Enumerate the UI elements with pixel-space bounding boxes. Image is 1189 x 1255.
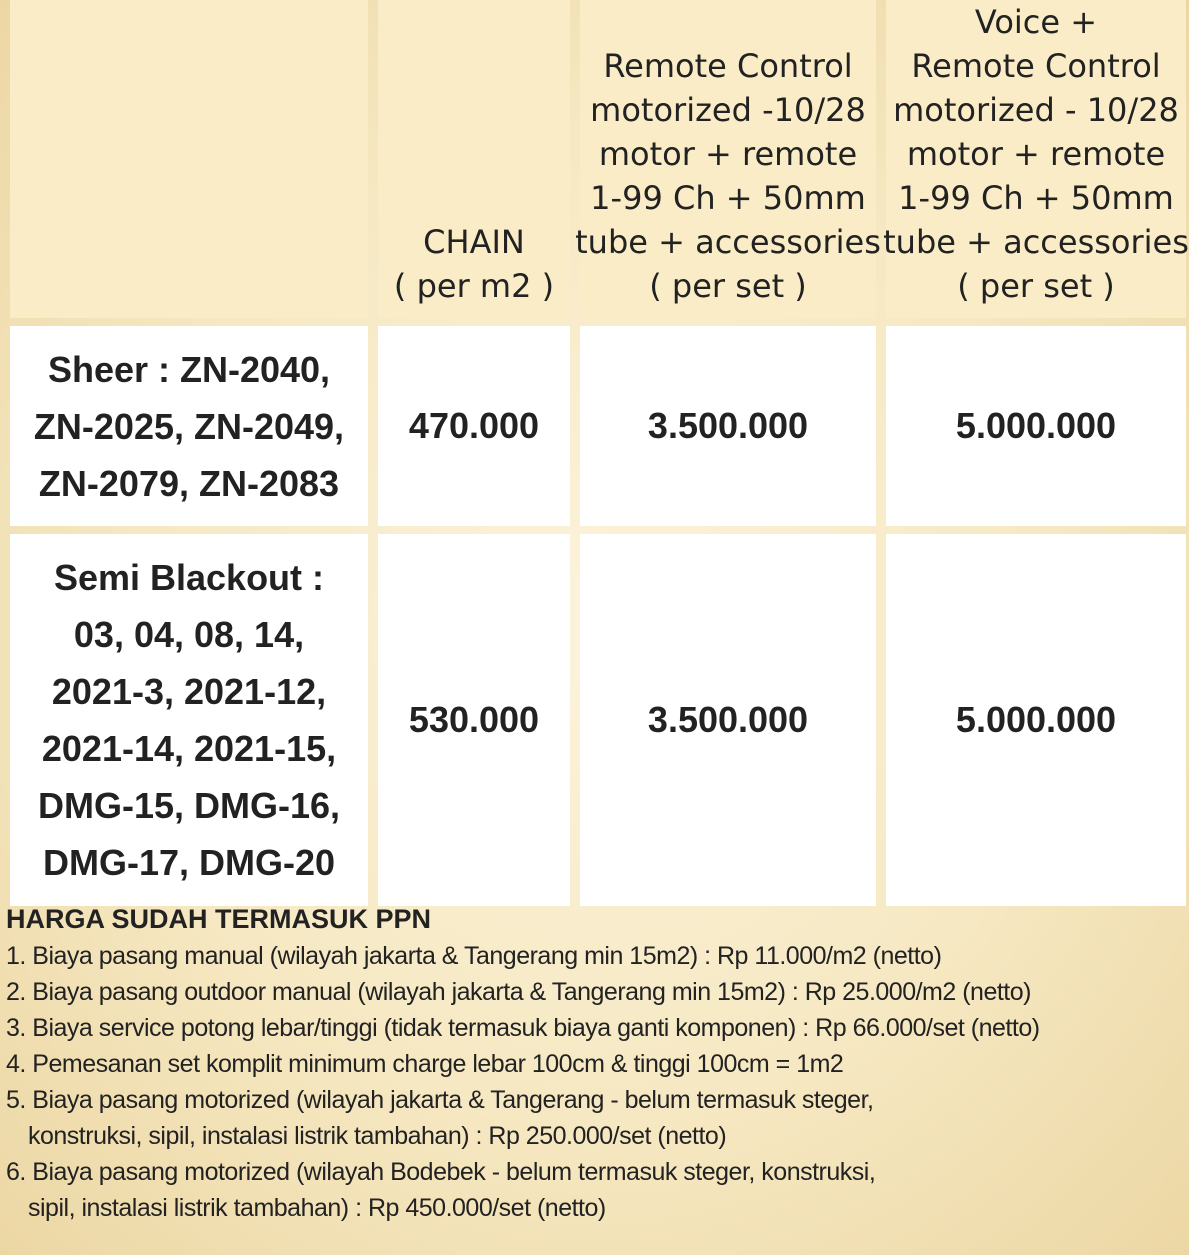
header-voice: [883, 0, 1189, 318]
header-voice-line: ( per set ): [957, 267, 1115, 305]
note-line: 1. Biaya pasang manual (wilayah jakarta & Tangerang min 15m2) : Rp 11.000/m2 (netto): [6, 942, 942, 970]
note-line: 4. Pemesanan set komplit minimum charge lebar 100cm & tinggi 100cm = 1m2: [6, 1050, 844, 1078]
row-label-line: ZN-2079, ZN-2083: [38, 462, 340, 504]
price-chain-semi-blackout: 530.000: [378, 534, 570, 906]
header-voice-line: Voice +: [974, 3, 1098, 41]
notes-section: [6, 900, 1144, 1226]
row-label-line: DMG-15, DMG-16,: [37, 785, 341, 826]
note-line: 5. Biaya pasang motorized (wilayah jakarta & Tangerang - belum termasuk steger,: [6, 1086, 874, 1114]
header-voice-line: 1-99 Ch + 50mm: [898, 179, 1174, 217]
note-line: 3. Biaya service potong lebar/tinggi (tidak termasuk biaya ganti komponen) : Rp 66.000/set (netto): [6, 1014, 1040, 1042]
header-voice-line: tube + accessories: [883, 223, 1189, 261]
row-label-line: ZN-2025, ZN-2049,: [33, 405, 345, 447]
price-remote-sheer: 3.500.000: [580, 326, 876, 526]
row-label-line: 2021-3, 2021-12,: [51, 671, 327, 712]
header-remote-line: Remote Control: [603, 47, 853, 85]
header-chain-line: ( per m2 ): [393, 267, 555, 305]
price-voice-semi-blackout: 5.000.000: [886, 534, 1186, 906]
row-label-semi-blackout: [10, 534, 368, 906]
header-voice-line: Remote Control: [911, 47, 1161, 85]
note-line: sipil, instalasi listrik tambahan) : Rp 450.000/set (netto): [28, 1194, 606, 1222]
row-label-sheer: [10, 326, 368, 526]
price-chain-sheer: 470.000: [378, 326, 570, 526]
row-label-line: Semi Blackout :: [53, 557, 325, 598]
notes-title: HARGA SUDAH TERMASUK PPN: [6, 904, 432, 934]
row-label-line: 03, 04, 08, 14,: [73, 614, 305, 655]
header-voice-line: motorized - 10/28: [893, 91, 1179, 129]
note-line: konstruksi, sipil, instalasi listrik tambahan) : Rp 250.000/set (netto): [28, 1122, 727, 1150]
header-remote: [575, 0, 881, 318]
price-remote-semi-blackout: 3.500.000: [580, 534, 876, 906]
row-label-line: DMG-17, DMG-20: [42, 842, 336, 883]
header-remote-line: motorized -10/28: [590, 91, 866, 129]
header-voice-line: motor + remote: [906, 135, 1166, 173]
note-line: 2. Biaya pasang outdoor manual (wilayah jakarta & Tangerang min 15m2) : Rp 25.000/m2 (netto): [6, 978, 1031, 1006]
price-voice-sheer: 5.000.000: [886, 326, 1186, 526]
header-remote-line: ( per set ): [649, 267, 807, 305]
header-corner-cell: [10, 0, 368, 318]
header-remote-line: motor + remote: [598, 135, 858, 173]
header-remote-line: 1-99 Ch + 50mm: [590, 179, 866, 217]
row-label-line: Sheer : ZN-2040,: [47, 348, 331, 390]
header-remote-line: tube + accessories: [575, 223, 881, 261]
note-line: 6. Biaya pasang motorized (wilayah Bodebek - belum termasuk steger, konstruksi,: [6, 1158, 876, 1186]
header-chain-line: CHAIN: [423, 223, 525, 261]
row-label-line: 2021-14, 2021-15,: [41, 728, 337, 769]
header-chain: [378, 0, 570, 318]
